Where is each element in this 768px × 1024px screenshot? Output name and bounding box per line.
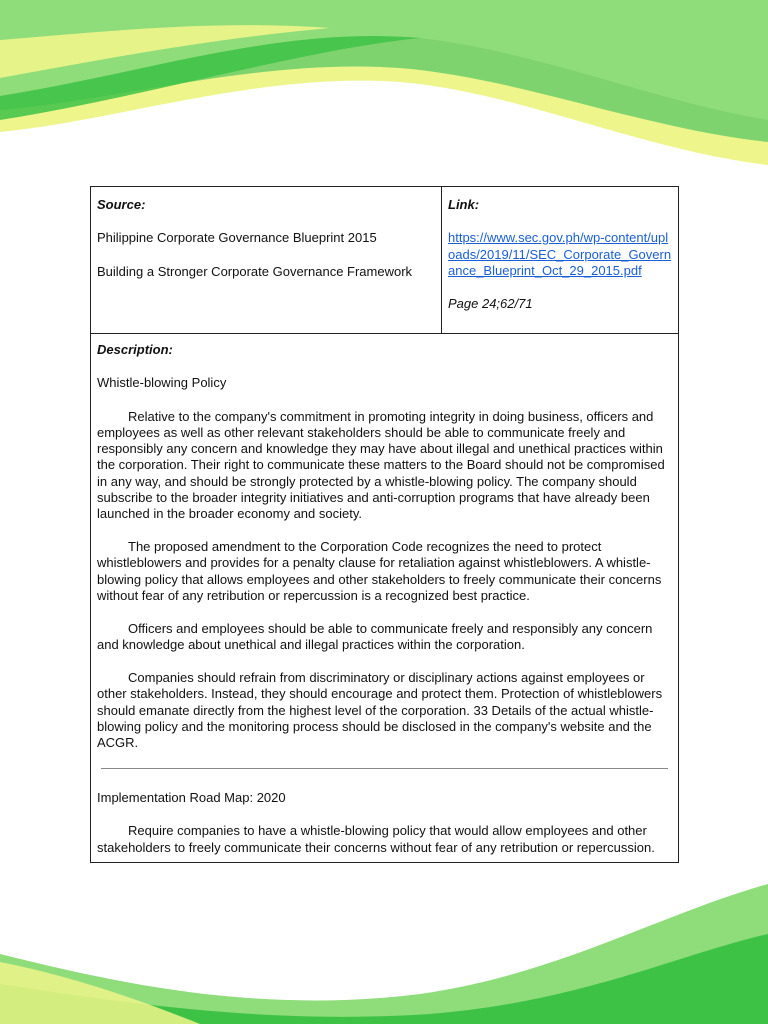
source-row <box>91 187 678 334</box>
roadmap-text: Require companies to have a whistle-blowing policy that would allow employees and other stakeholders to freely communicate their concerns without fear of any retribution or repercussion. <box>97 823 655 855</box>
description-paragraph: Relative to the company's commitment in promoting integrity in doing business, officers and employees as well as other relevant stakeholders should be able to communicate freely and responsibly any concern and knowledge they may have about illegal and unethical practices within the corporation. Their right to communicate these matters to the Board should not be compromised in any way, and should be strongly protected by a whistle-blowing policy. The company should subscribe to the broader integrity initiatives and anti-corruption programs that have already been launched in the broader economy and society. <box>97 408 665 522</box>
link-cell <box>442 187 678 333</box>
link-label-text: Link <box>448 197 475 212</box>
description-paragraph: Companies should refrain from discriminatory or disciplinary actions against employees or other stakeholders. Instead, they should encourage and protect them. Protection of whistleblowers should emanate directly from the highest level of the corporation. 33 Details of the actual whistle-blowing policy and the monitoring process should be disclosed in the company's website and the ACGR. <box>97 669 663 751</box>
source-url-link[interactable]: https://www.sec.gov.ph/wp-content/uploads/2019/11/SEC_Corporate_Governance_Blueprint_Oct_29_2015.pdf <box>448 230 672 278</box>
description-row <box>91 334 678 862</box>
source-label: Source: <box>97 197 146 212</box>
description-cell <box>91 334 678 862</box>
link-label-suffix: : <box>474 197 480 212</box>
link-label <box>448 197 672 213</box>
source-cell <box>91 187 442 333</box>
top-wave-decoration <box>0 0 768 170</box>
description-heading: Whistle-blowing Policy <box>97 375 227 391</box>
source-title: Philippine Corporate Governance Blueprint 2015 <box>97 230 377 246</box>
source-table <box>90 186 679 863</box>
description-paragraph: Officers and employees should be able to communicate freely and responsibly any concern and knowledge about unethical and illegal practices within the corporation. <box>97 620 653 653</box>
roadmap-heading: Implementation Road Map: 2020 <box>97 789 286 805</box>
source-subtitle: Building a Stronger Corporate Governance Framework <box>97 263 413 279</box>
bottom-wave-decoration <box>0 874 768 1024</box>
description-label: Description: <box>97 342 173 357</box>
description-paragraph: The proposed amendment to the Corporation Code recognizes the need to protect whistleblowers and provides for a penalty clause for retaliation against whistleblowers. A whistle-blowing policy that allows employees and other stakeholders to freely communicate their concerns without fear of any retribution or repercussion is a recognized best practice. <box>97 539 662 604</box>
section-divider <box>101 768 668 769</box>
page-reference: Page 24;62/71 <box>448 296 533 312</box>
